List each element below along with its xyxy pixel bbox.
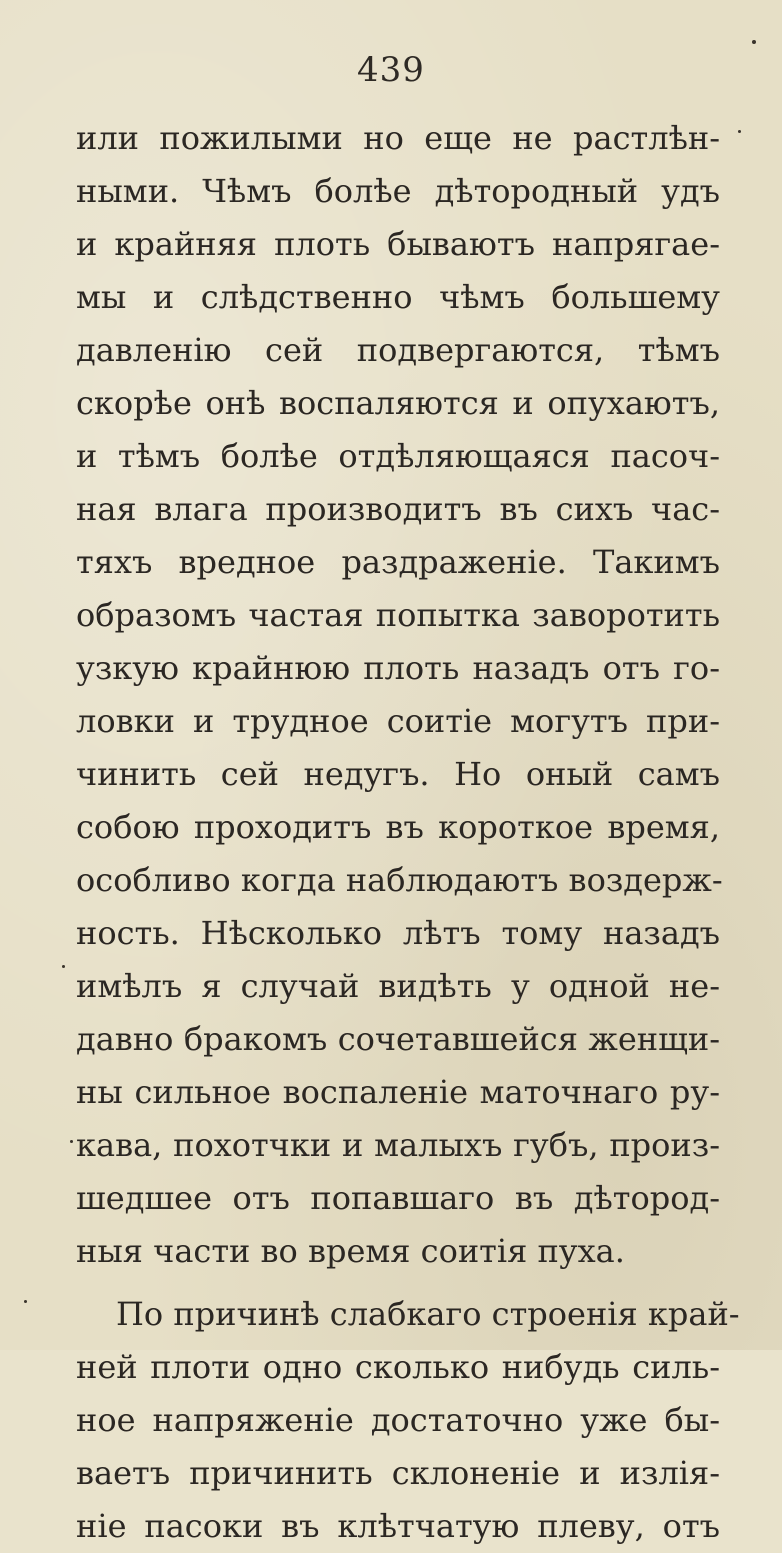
text-line: особливо когда наблюдаютъ воздерж- [76, 861, 723, 899]
text-line: ная влага производитъ въ сихъ час- [76, 490, 720, 528]
text-line: мы и слѣдственно чѣмъ большему [76, 278, 720, 316]
text-line: ны сильное воспаленіе маточнаго ру- [76, 1073, 720, 1111]
text-line: давно бракомъ сочетавшейся женщи- [76, 1020, 720, 1058]
text-line: имѣлъ я случай видѣть у одной не- [76, 967, 720, 1005]
text-line: ными. Чѣмъ болѣе дѣтородный удъ [76, 172, 720, 210]
text-line: узкую крайнюю плоть назадъ отъ го- [76, 649, 720, 687]
paragraph-end-line: ныя части во время соитія пуха. [76, 1232, 625, 1270]
text-line: шедшее отъ попавшаго въ дѣтород- [76, 1179, 720, 1217]
text-line: ней плоти одно сколько нибудь силь- [76, 1348, 720, 1386]
text-line: образомъ частая попытка заворотить [76, 596, 720, 634]
paragraph-gap [76, 1278, 720, 1288]
text-line: ваетъ причинить склоненіе и излія- [76, 1454, 720, 1492]
text-line: ность. Нѣсколько лѣтъ тому назадъ [76, 914, 720, 952]
ink-speck [70, 1140, 73, 1143]
body-text [76, 112, 740, 1553]
text-line: и тѣмъ болѣе отдѣляющаяся пасоч- [76, 437, 720, 475]
text-line: или пожилыми но еще не растлѣн- [76, 119, 720, 157]
ink-speck [738, 130, 741, 133]
text-line: ное напряженіе достаточно уже бы- [76, 1401, 720, 1439]
text-line: скорѣе онѣ воспаляются и опухаютъ, [76, 384, 720, 422]
page-number: 439 [357, 50, 425, 90]
text-line: кава, похотчки и малыхъ губъ, произ- [76, 1126, 720, 1164]
text-line: и крайняя плоть бываютъ напрягае- [76, 225, 720, 263]
text-line: тяхъ вредное раздраженіе. Такимъ [76, 543, 720, 581]
ink-speck [24, 1300, 27, 1303]
text-line: давленію сей подвергаются, тѣмъ [76, 331, 720, 369]
ink-speck [62, 965, 65, 968]
text-line: ніе пасоки въ клѣтчатую плеву, отъ [76, 1507, 720, 1545]
text-line: чинить сей недугъ. Но оный самъ [76, 755, 720, 793]
text-line: ловки и трудное соитіе могутъ при- [76, 702, 720, 740]
text-line: собою проходитъ въ короткое время, [76, 808, 720, 846]
ink-speck [752, 40, 756, 44]
paragraph-start-line: По причинѣ слабкаго строенія край- [116, 1295, 740, 1333]
